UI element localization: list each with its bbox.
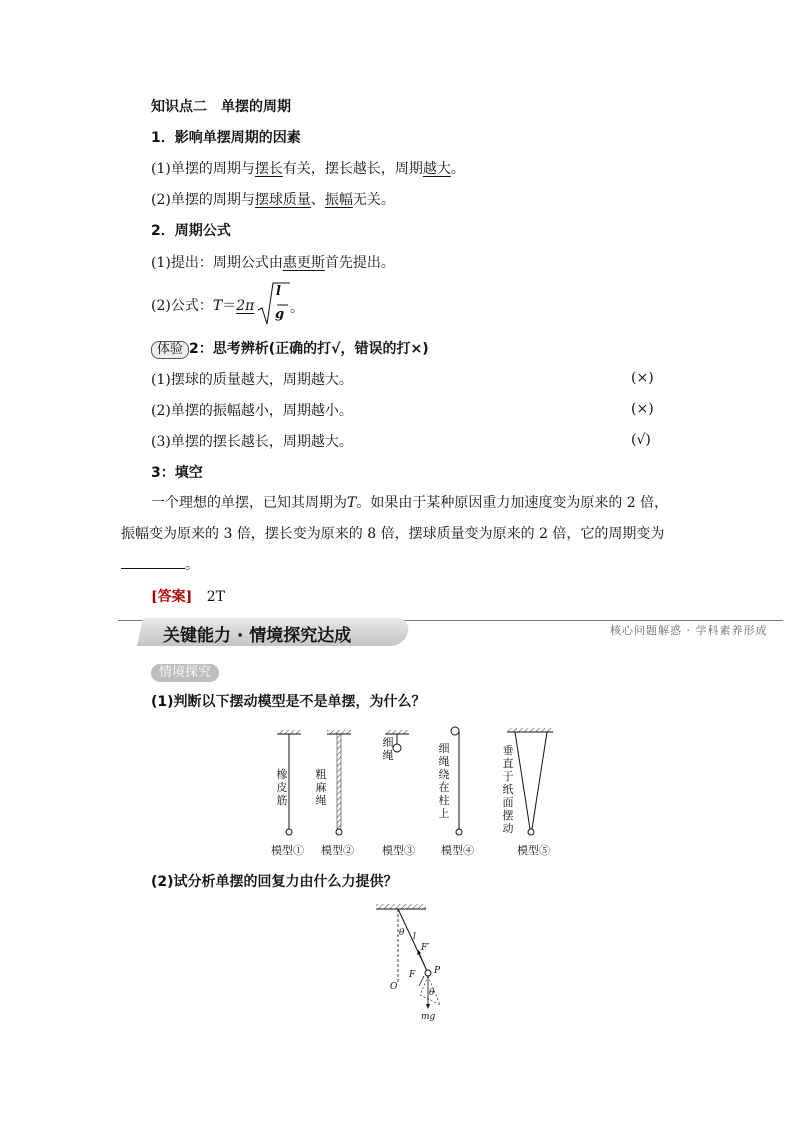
banner-subtitle: 核心问题解惑 · 学科素养形成: [610, 624, 768, 637]
model-1-note: 橡皮筋: [276, 768, 288, 807]
experience-tag: 体验: [151, 341, 189, 359]
label-P: P: [434, 966, 441, 976]
formula-2pi: 2π: [236, 298, 255, 314]
underlined-term: 振幅: [324, 192, 353, 208]
answer-value: 2T: [206, 589, 225, 605]
model-4-note: 细绳绕在柱上: [438, 742, 450, 820]
text-segment: (1)单摆的周期与: [151, 161, 255, 177]
judge-item-3: (3)单摆的摆长越长，周期越大。: [151, 434, 353, 450]
model-3-label: 模型③: [382, 844, 415, 857]
heading-factors: 1．影响单摆周期的因素: [151, 130, 301, 146]
force-diagram: [370, 900, 460, 1025]
judge-item-1: (1)摆球的质量越大，周期越大。: [151, 372, 353, 388]
model-5-note: 垂直于纸面摆动: [502, 744, 514, 835]
label-F: F: [409, 970, 416, 980]
model-4-label: 模型④: [441, 844, 474, 857]
fill-title: 3：填空: [151, 465, 203, 481]
model-3-note: 细绳: [382, 736, 394, 762]
question-1: (1)判断以下摆动模型是不是单摆，为什么？: [151, 694, 426, 710]
underlined-term: 越大: [422, 161, 451, 177]
question-2: (2)试分析单摆的回复力由什么力提供？: [151, 874, 398, 890]
formula-end: 。: [290, 300, 304, 316]
label-F-prime: F′: [421, 943, 430, 953]
text-segment: 。: [450, 161, 465, 177]
text-segment: 一个理想的单摆，已知其周期为: [151, 495, 347, 511]
label-theta-bottom: θ: [429, 988, 435, 998]
paragraph-formula: [151, 296, 254, 316]
heading-formula: 2．周期公式: [151, 223, 231, 239]
experience-title: 2：思考辨析(正确的打√，错误的打×): [189, 341, 429, 357]
judge-mark-3: (√): [631, 432, 651, 448]
model-5-label: 模型⑤: [517, 844, 550, 857]
formula-T: T: [212, 298, 223, 314]
judge-item-2: (2)单摆的振幅越小，周期越小。: [151, 403, 353, 419]
label-l: l: [413, 932, 416, 942]
text-segment: 。如果由于某种原因重力加速度变为原来的 2 倍，振幅变为原来的 3 倍，摆长变为原来的 8 倍，摆球质量变为原来的 2 倍，它的周期变为: [121, 495, 669, 542]
judge-mark-2: (×): [631, 401, 654, 417]
answer-blank: [121, 554, 185, 569]
model-1-label: 模型①: [271, 844, 304, 857]
paragraph-proposer: [151, 253, 395, 273]
text-segment: (2)单摆的周期与: [151, 192, 255, 208]
text-segment: 无关。: [352, 192, 395, 208]
label-mg: mg: [421, 1012, 436, 1022]
fill-question: [121, 488, 677, 581]
model-2-note: 粗麻绳: [315, 768, 327, 807]
pendulum-models-figure: [265, 725, 565, 845]
judge-mark-1: (×): [631, 370, 654, 386]
model-4-drawing: [451, 727, 462, 835]
text-segment: 有关，摆长越长，周期: [282, 161, 423, 177]
formula-denominator: g: [275, 307, 285, 322]
experience-heading: [151, 339, 429, 359]
text-segment: 。: [185, 557, 199, 573]
question-T: T: [347, 495, 357, 511]
underlined-term: 摆球质量: [254, 192, 311, 208]
label-theta-top: θ: [399, 928, 405, 938]
text-segment: 、: [310, 192, 325, 208]
model-2-label: 模型②: [321, 844, 354, 857]
model-2-drawing: [327, 730, 351, 835]
banner-title: 关键能力 · 情境探究达成: [163, 626, 352, 646]
inquiry-pill: 情境探究: [151, 664, 219, 682]
text-segment: 首先提出。: [324, 255, 395, 271]
text-segment: (1)提出：周期公式由: [151, 255, 283, 271]
answer-label: [答案]: [151, 589, 193, 605]
underlined-term: 摆长: [254, 161, 283, 177]
section-title: 知识点二 单摆的周期: [151, 99, 291, 115]
underlined-term: 惠更斯: [282, 255, 325, 271]
label-O: O: [390, 982, 398, 992]
formula-equals: ＝: [222, 298, 237, 314]
formula-numerator: l: [276, 284, 281, 299]
paragraph-length: [151, 159, 465, 179]
paragraph-mass: [151, 190, 395, 210]
text-segment: (2)公式：: [151, 298, 213, 314]
answer-line: [151, 587, 225, 607]
